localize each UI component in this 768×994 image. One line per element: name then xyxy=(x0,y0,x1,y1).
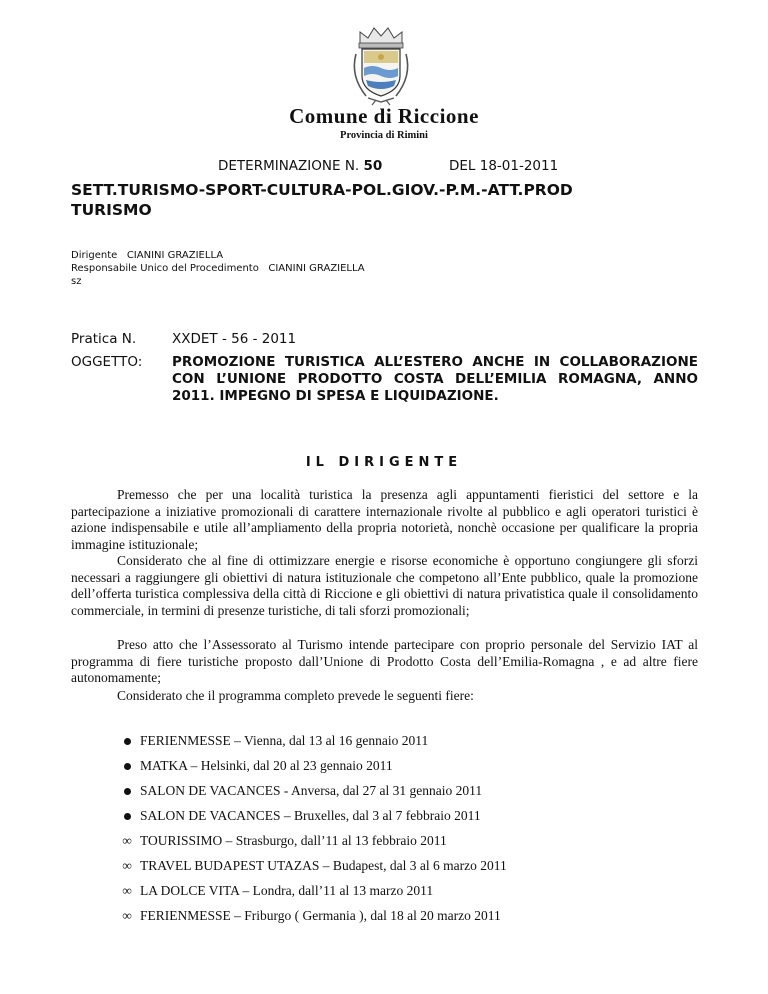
provincia-name: Provincia di Rimini xyxy=(340,130,428,141)
bullet-dot-icon xyxy=(120,783,134,799)
dirigente-line: Dirigente CIANINI GRAZIELLA xyxy=(71,250,224,261)
list-item: ∞ LA DOLCE VITA – Londra, dall’11 al 13 marzo 2011 xyxy=(140,883,433,901)
list-item: SALON DE VACANCES - Anversa, dal 27 al 31 gennaio 2011 xyxy=(140,783,482,801)
settore-title: SETT.TURISMO-SPORT-CULTURA-POL.GIOV.-P.M.-ATT.PROD TURISMO xyxy=(71,181,573,219)
pratica-value: XXDET - 56 - 2011 xyxy=(172,331,297,347)
bullet-dot-icon xyxy=(120,733,134,749)
municipal-crest-icon xyxy=(346,24,416,106)
responsabili-block xyxy=(71,249,365,288)
determinazione-date: DEL 18-01-2011 xyxy=(449,158,559,174)
list-item: SALON DE VACANCES – Bruxelles, dal 3 al 7 febbraio 2011 xyxy=(140,808,481,826)
bullet-infinity-icon: ∞ xyxy=(122,858,132,873)
bullet-dot-icon xyxy=(120,808,134,824)
list-item: MATKA – Helsinki, dal 20 al 23 gennaio 2011 xyxy=(140,758,393,776)
determinazione-number: 50 xyxy=(363,158,383,174)
comune-name: Comune di Riccione xyxy=(289,104,479,128)
paragraph-programma: Considerato che il programma completo prevede le seguenti fiere: xyxy=(117,688,474,703)
list-item: ∞ FERIENMESSE – Friburgo ( Germania ), dal 18 al 20 marzo 2011 xyxy=(140,908,501,926)
bullet-infinity-icon: ∞ xyxy=(122,833,132,848)
sigla-line: sz xyxy=(71,276,82,287)
bullet-infinity-icon: ∞ xyxy=(122,908,132,923)
bullet-dot-icon xyxy=(120,758,134,774)
paragraph-considerato: Considerato che al fine di ottimizzare energie e risorse economiche è opportuno congiungere gli sforzi necessari a raggiungere gli obiettivi di natura istituzionale che competono all’Ente pubblico, quale la promozione dell’offerta turistica complessiva della città di Riccione e gli obiettivi di natura privatistica quale il consolidamento commerciale, in termini di presenze turistiche, di tali sforzi promozionali; xyxy=(71,553,698,618)
paragraph-premesso: Premesso che per una località turistica la presenza agli appuntamenti fieristici del settore e la partecipazione a iniziative promozionali di carattere internazionale rivolte al pubblico e agli operatori turistici è azione indispensabile e utile all’ampliamento della propria notorietà, nonchè occasione per qualificare la propria immagine istituzionale; xyxy=(71,487,698,552)
section-heading: IL DIRIGENTE xyxy=(305,455,463,470)
list-item: ∞ TOURISSIMO – Strasburgo, dall’11 al 13 febbraio 2011 xyxy=(140,833,447,851)
determinazione-label: DETERMINAZIONE N. 50 xyxy=(218,158,383,174)
paragraph-preso-atto: Preso atto che l’Assessorato al Turismo intende partecipare con proprio personale del Servizio IAT al programma di fiere turistiche proposto dall’Unione di Prodotto Costa dell’Emilia-Romagna , e ad altre fiere autonomamente; xyxy=(71,637,698,685)
oggetto-label: OGGETTO: xyxy=(71,354,143,370)
oggetto-text: PROMOZIONE TURISTICA ALL’ESTERO ANCHE IN COLLABORAZIONE CON L’UNIONE PRODOTTO COSTA DELL’EMILIA ROMAGNA, ANNO 2011. IMPEGNO DI SPESA E LIQUIDAZIONE. xyxy=(172,354,698,404)
rup-line: Responsabile Unico del Procedimento CIANINI GRAZIELLA xyxy=(71,263,365,274)
list-item: ∞ TRAVEL BUDAPEST UTAZAS – Budapest, dal 3 al 6 marzo 2011 xyxy=(140,858,507,876)
list-item: FERIENMESSE – Vienna, dal 13 al 16 gennaio 2011 xyxy=(140,733,428,751)
pratica-label: Pratica N. xyxy=(71,331,137,347)
bullet-infinity-icon: ∞ xyxy=(122,883,132,898)
